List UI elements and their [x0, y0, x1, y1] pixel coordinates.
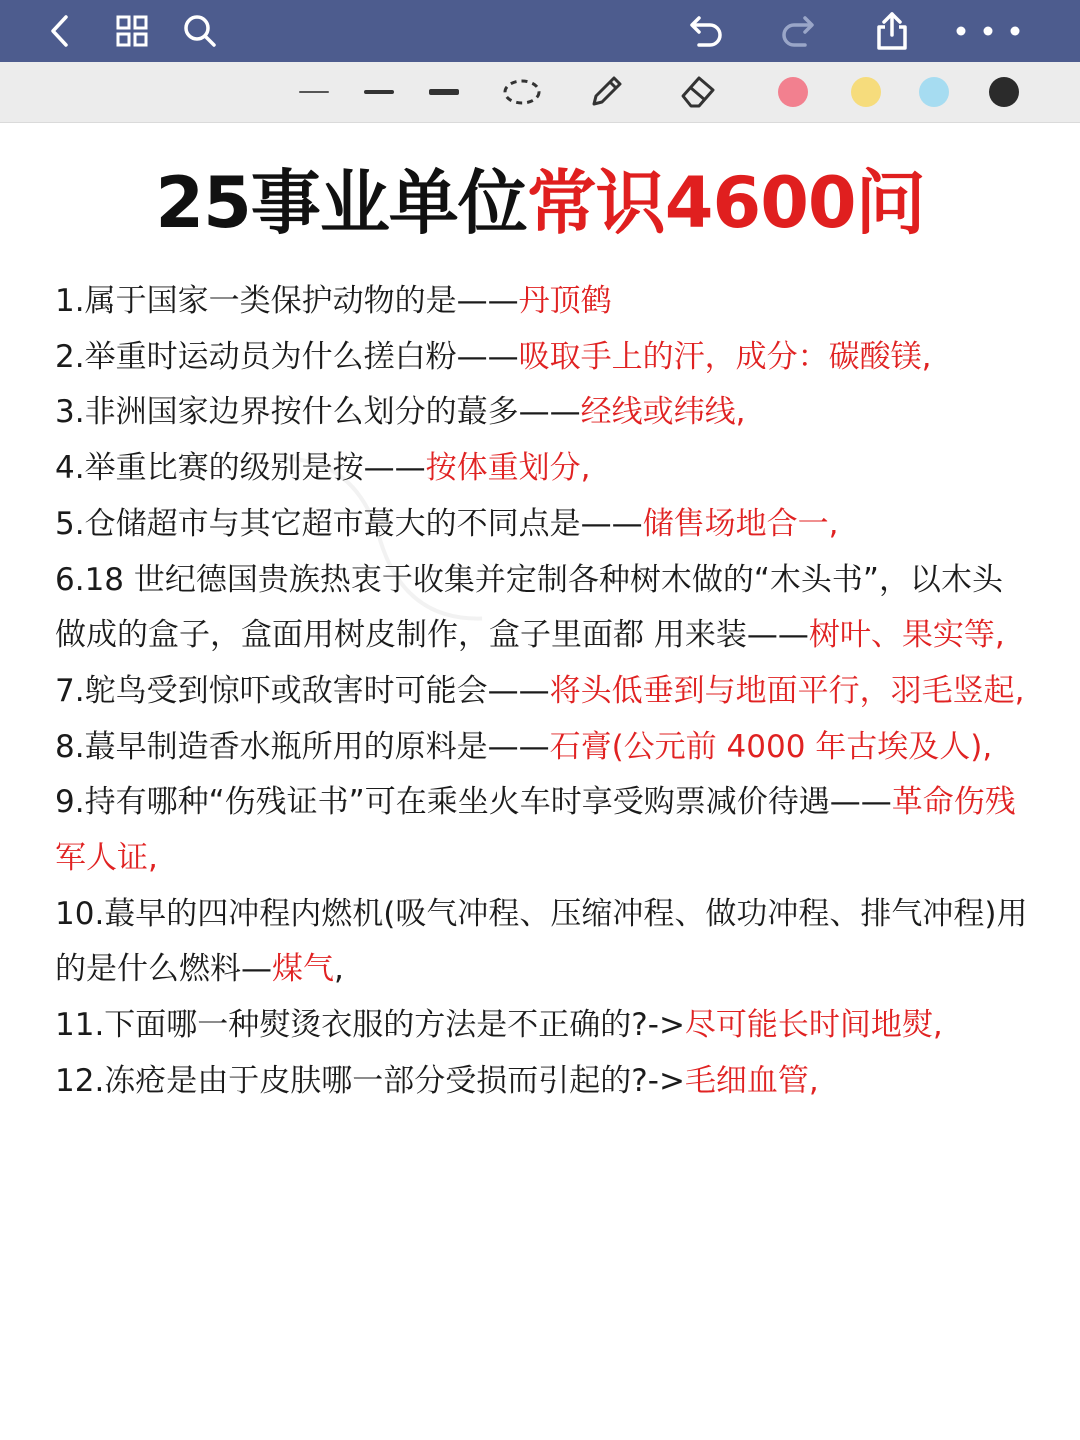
- question-text: 4.举重比赛的级别是按——: [55, 450, 426, 487]
- back-icon[interactable]: [38, 9, 82, 53]
- answer-text: 吸取手上的汗，成分：碳酸镁,: [518, 338, 932, 375]
- question-tail: ,: [334, 951, 344, 988]
- answer-text: 储售场地合一,: [642, 505, 839, 542]
- question-item: [55, 775, 1030, 886]
- page-title: [0, 160, 1080, 246]
- answer-text: 树叶、果实等,: [808, 617, 1005, 654]
- question-text: 2.举重时运动员为什么搓白粉——: [55, 338, 519, 375]
- pen-width-thick-button[interactable]: [422, 74, 466, 110]
- answer-text: 经线或纬线,: [580, 394, 746, 431]
- color-black-dot: [989, 77, 1019, 107]
- answer-text: 按体重划分,: [425, 450, 591, 487]
- pen-width-thin-button[interactable]: [292, 74, 336, 110]
- drawing-toolbar: [0, 62, 1080, 123]
- eraser-icon[interactable]: [676, 74, 720, 110]
- color-yellow-dot: [851, 77, 881, 107]
- question-text: 7.鸵鸟受到惊吓或敌害时可能会——: [55, 672, 550, 709]
- question-text: 3.非洲国家边界按什么划分的蕞多——: [55, 394, 581, 431]
- pen-width-medium-button[interactable]: [357, 74, 401, 110]
- question-list: [55, 274, 1030, 1110]
- color-swatch-pink[interactable]: [771, 74, 815, 110]
- answer-text: 煤气: [272, 951, 334, 988]
- color-swatch-black[interactable]: [982, 74, 1026, 110]
- color-swatch-blue[interactable]: [912, 74, 956, 110]
- answer-text: 丹顶鹤: [518, 283, 612, 319]
- title-part-red: 常识4600问: [526, 162, 925, 244]
- question-item: [55, 1054, 1030, 1110]
- question-text: 12.冻疮是由于皮肤哪一部分受损而引起的?->: [55, 1062, 685, 1099]
- question-text: 5.仓储超市与其它超市蕞大的不同点是——: [55, 505, 643, 542]
- question-text: 9.持有哪种“伤残证书”可在乘坐火车时享受购票减价待遇——: [55, 784, 892, 821]
- question-text: 10.蕞早的四冲程内燃机(吸气冲程、压缩冲程、做功冲程、排气冲程)用的是什么燃料—: [55, 895, 1028, 988]
- question-item: [55, 441, 1030, 497]
- lasso-icon[interactable]: [500, 74, 544, 110]
- question-item: [55, 497, 1030, 553]
- question-item: [55, 720, 1030, 776]
- question-text: 11.下面哪一种熨烫衣服的方法是不正确的?->: [55, 1007, 685, 1044]
- question-text: 8.蕞早制造香水瓶所用的原料是——: [55, 728, 550, 765]
- more-icon[interactable]: [950, 9, 1026, 53]
- top-navigation-bar: [0, 0, 1080, 62]
- answer-text: 石膏(公元前 4000 年古埃及人),: [549, 728, 993, 765]
- answer-text: 革命伤残军人证,: [55, 784, 1016, 877]
- title-part-black: 25事业单位: [155, 162, 527, 244]
- answer-text: 将头低垂到与地面平行，羽毛竖起,: [549, 672, 1025, 709]
- grid-icon[interactable]: [110, 9, 154, 53]
- share-icon[interactable]: [870, 9, 914, 53]
- color-pink-dot: [778, 77, 808, 107]
- color-swatch-yellow[interactable]: [844, 74, 888, 110]
- question-item: [55, 385, 1030, 441]
- question-item: [55, 887, 1030, 998]
- question-text: 1.属于国家一类保护动物的是——: [55, 283, 519, 319]
- redo-icon[interactable]: [776, 9, 820, 53]
- question-item: [55, 664, 1030, 720]
- question-item: [55, 330, 1030, 386]
- question-item: [55, 274, 1030, 330]
- question-item: [55, 553, 1030, 664]
- answer-text: 尽可能长时间地熨,: [684, 1007, 943, 1044]
- pencil-icon[interactable]: [584, 74, 628, 110]
- question-item: [55, 998, 1030, 1054]
- answer-text: 毛细血管,: [684, 1062, 819, 1099]
- undo-icon[interactable]: [684, 9, 728, 53]
- color-blue-dot: [919, 77, 949, 107]
- search-icon[interactable]: [178, 9, 222, 53]
- question-text: 6.18 世纪德国贵族热衷于收集并定制各种树木做的“木头书”，以木头做成的盒子，盒面用树皮制作，盒子里面都 用来装——: [55, 561, 1003, 654]
